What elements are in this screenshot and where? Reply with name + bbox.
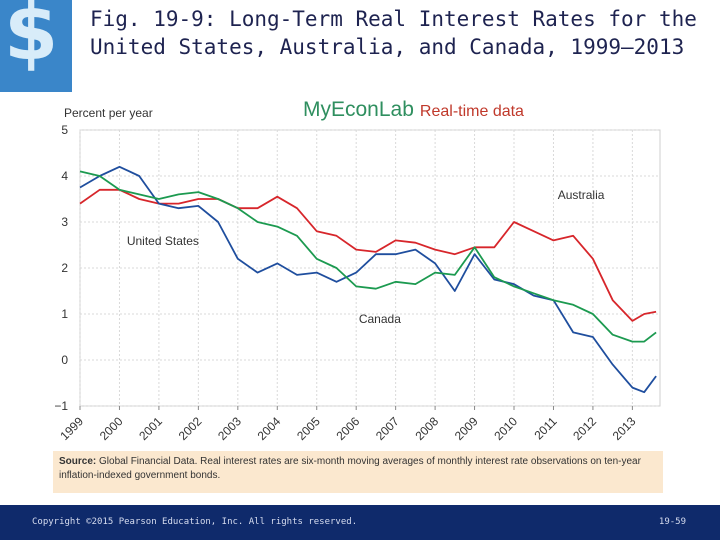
x-tick-label: 2008 [412, 414, 442, 444]
x-tick-label: 2006 [333, 414, 363, 444]
annotation-canada: Canada [358, 312, 401, 327]
x-tick-label: 2007 [372, 414, 402, 444]
source-label: Source: [59, 456, 97, 467]
y-tick-label: 3 [61, 215, 68, 229]
source-note [53, 451, 663, 493]
x-tick-label: 2000 [96, 414, 126, 444]
y-tick-label: 2 [61, 261, 68, 275]
x-tick-label: 2012 [570, 414, 600, 444]
x-tick-label: 2005 [294, 414, 323, 444]
brand-name: MyEconLab [303, 98, 414, 121]
y-tick-label: 4 [61, 169, 68, 183]
annotation-united-states: United States [126, 234, 199, 248]
footer-bar [0, 505, 720, 540]
dollar-sign-icon: $ [4, 0, 59, 78]
x-tick-label: 2001 [136, 414, 166, 444]
x-tick-label: 2013 [609, 414, 639, 444]
x-tick-label: 1999 [57, 414, 87, 444]
copyright-text: Copyright ©2015 Pearson Education, Inc. All rights reserved. [32, 517, 358, 527]
x-tick-label: 2003 [215, 414, 244, 444]
x-tick-label: 2011 [531, 414, 560, 443]
y-tick-label: −1 [54, 399, 68, 413]
x-tick-label: 2002 [175, 414, 205, 444]
annotation-australia: Australia [557, 188, 605, 202]
y-tick-label: 5 [61, 123, 68, 137]
brand-tag: Real-time data [419, 103, 524, 120]
y-tick-label: 1 [61, 307, 68, 321]
y-tick-label: 0 [61, 353, 68, 367]
source-text: Global Financial Data. Real interest rates are six-month moving averages of monthly interest rate observations on ten-year inflation-indexed government bonds. [59, 456, 641, 481]
x-tick-label: 2010 [491, 414, 521, 444]
slide-title: Fig. 19-9: Long-Term Real Interest Rates for the United States, Australia, and Canada, 1999–2013 [90, 7, 697, 59]
page-number: 19-59 [658, 517, 686, 527]
x-tick-label: 2004 [254, 414, 284, 444]
y-axis-label: Percent per year [64, 106, 153, 120]
x-tick-label: 2009 [451, 414, 481, 444]
